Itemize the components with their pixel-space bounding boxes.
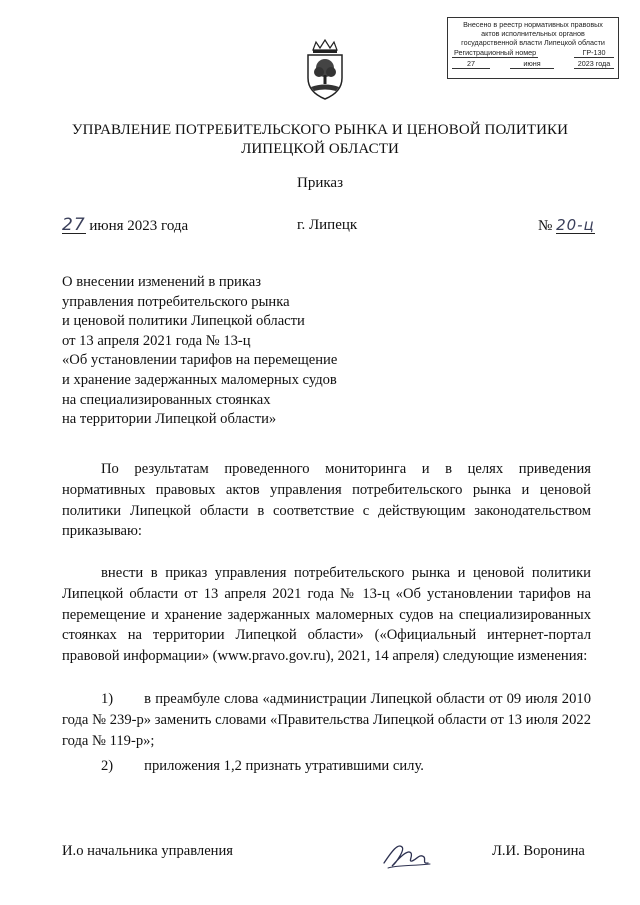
document-type: Приказ — [296, 175, 343, 191]
signatory-name: Л.И. Воронина — [492, 843, 585, 859]
subject-line: на территории Липецкой области» — [62, 411, 277, 428]
list-item-text: в преамбуле слова «администрации Липецкой области от 09 июля 2010 года № 239-р» заменить словами «Правительства Липецкой области от 13 июля 2022 года № 119-р»; — [62, 691, 591, 749]
stamp-reg-label: Регистрационный номер — [454, 48, 537, 57]
document-subject — [62, 273, 382, 430]
list-item-number: 1) — [101, 691, 114, 707]
signature-icon — [378, 833, 438, 873]
stamp-line: актов исполнительных органов — [481, 29, 585, 38]
subject-line: «Об установлении тарифов на перемещение — [62, 352, 338, 369]
stamp-day: 27 — [452, 59, 490, 69]
org-line: УПРАВЛЕНИЕ ПОТРЕБИТЕЛЬСКОГО РЫНКА И ЦЕНОВОЙ ПОЛИТИКИ — [71, 122, 569, 138]
handwritten-day: 27 — [62, 215, 86, 235]
stamp-year: 2023 года — [574, 59, 614, 69]
list-item — [62, 756, 591, 777]
stamp-line: государственной власти Липецкой области — [461, 38, 605, 47]
document-city: г. Липецк — [297, 217, 358, 233]
organization-name — [40, 121, 600, 159]
main-paragraph: внести в приказ управления потребительского рынка и ценовой политики Липецкой области от 13 апреля 2021 года № 13-ц «Об установлении тарифов на перемещение и хранение задержанных маломерных судов на специализированных стоянках на территории Липецкой области» («Официальный интернет-портал правовой информации» (www.pravo.gov.ru), 2021, 14 апреля) следующие изменения: — [62, 565, 591, 665]
stamp-reg-row — [452, 48, 614, 58]
signatory-position: И.о начальника управления — [62, 843, 234, 859]
document-number — [538, 217, 595, 235]
preamble-paragraph: По результатам проведенного мониторинга и в целях приведения нормативных правовых актов управления потребительского рынка и ценовой политики Липецкой области в соответствие с действующим законодательством приказываю: — [62, 461, 591, 540]
subject-line: и ценовой политики Липецкой области — [62, 313, 305, 330]
list-item — [62, 689, 591, 751]
list-item-number: 2) — [101, 758, 114, 774]
handwritten-number: 20-ц — [556, 216, 595, 234]
subject-line: О внесении изменений в приказ — [62, 274, 261, 290]
org-line: ЛИПЕЦКОЙ ОБЛАСТИ — [241, 141, 399, 157]
subject-line: и хранение задержанных маломерных судов — [62, 371, 337, 388]
subject-line: на специализированных стоянках — [62, 391, 271, 408]
stamp-month: июня — [510, 59, 554, 69]
stamp-date-row — [452, 59, 614, 69]
stamp-reg-number: ГР-130 — [574, 48, 614, 58]
coat-of-arms-icon — [300, 38, 350, 102]
registration-stamp — [447, 17, 619, 79]
document-date — [62, 217, 188, 235]
subject-line: от 13 апреля 2021 года № 13-ц — [62, 332, 251, 349]
date-text: июня 2023 года — [89, 218, 189, 234]
stamp-line: Внесено в реестр нормативных правовых — [463, 20, 603, 29]
subject-line: управления потребительского рынка — [62, 293, 290, 310]
number-sign: № — [538, 218, 553, 234]
list-item-text: приложения 1,2 признать утратившими силу. — [144, 758, 424, 774]
